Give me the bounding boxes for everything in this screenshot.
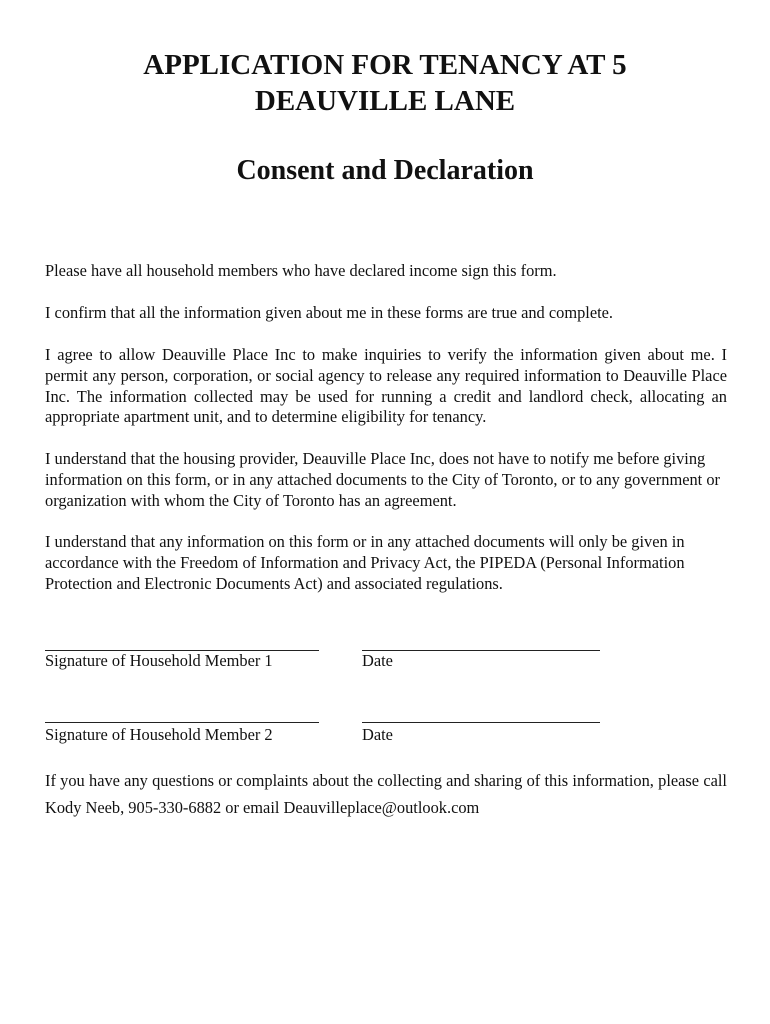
subtitle: Consent and Declaration	[236, 155, 534, 186]
date-line-member-1[interactable]	[362, 650, 600, 651]
title-line-1: APPLICATION FOR TENANCY AT 5	[143, 49, 627, 81]
date-label-member-1: Date	[362, 651, 393, 670]
paragraph-privacy: I understand that any information on this form or in any attached documents will only be given in accordance with the Freedom of Information and Privacy Act, the PIPEDA (Personal Information Protection and Electronic Documents Act) and associated regulations.	[45, 532, 685, 593]
date-label-member-2: Date	[362, 725, 393, 744]
paragraph-notification: I understand that the housing provider, Deauville Place Inc, does not have to notify me before giving information on this form, or in any attached documents to the City of Toronto, or to any government or organization with whom the City of Toronto has an agreement.	[45, 449, 720, 510]
title-line-2: DEAUVILLE LANE	[254, 85, 516, 117]
contact-paragraph: If you have any questions or complaints about the collecting and sharing of this information, please call Kody Neeb, 905-330-6882 or email Deauvilleplace@outlook.com	[45, 771, 727, 817]
paragraph-confirmation: I confirm that all the information given about me in these forms are true and complete.	[45, 303, 614, 322]
paragraph-household-instruction: Please have all household members who have declared income sign this form.	[45, 261, 557, 280]
signature-line-member-2[interactable]	[45, 722, 319, 723]
paragraph-inquiry-consent: I agree to allow Deauville Place Inc to make inquiries to verify the information given about me. I permit any person, corporation, or social agency to release any required information to Deauville Place Inc. The information collected may be used for running a credit and landlord check, allocating an appropriate apartment unit, and to determine eligibility for tenancy.	[45, 345, 727, 427]
signature-label-member-2: Signature of Household Member 2	[45, 725, 273, 744]
signature-label-member-1: Signature of Household Member 1	[45, 651, 273, 670]
date-line-member-2[interactable]	[362, 722, 600, 723]
